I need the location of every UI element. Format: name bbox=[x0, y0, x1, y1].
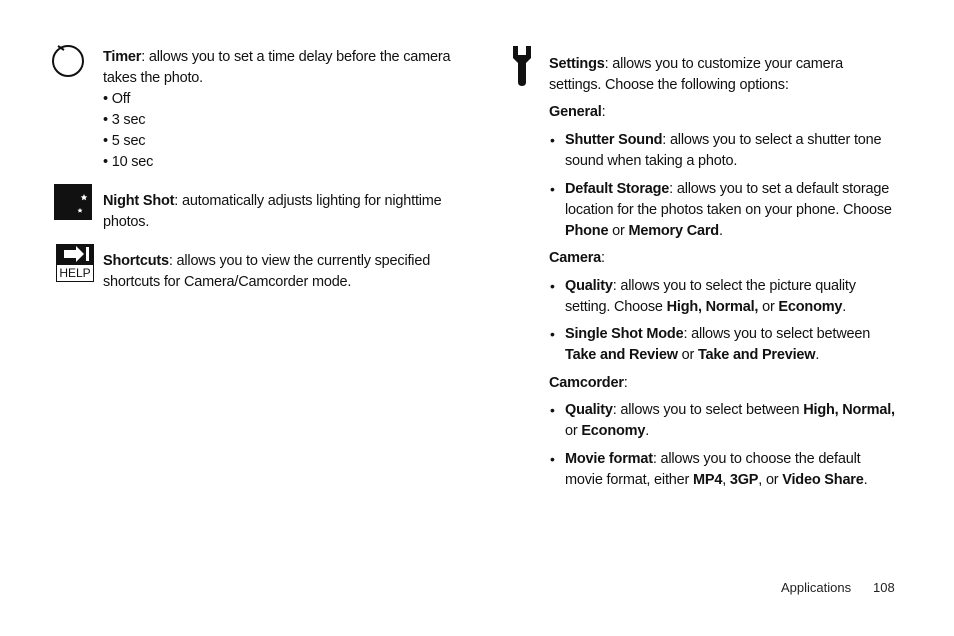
camera-quality-option-high-normal: High, Normal, bbox=[666, 299, 759, 315]
default-storage-item bbox=[565, 179, 895, 242]
single-shot-mode-desc: : allows you to select between bbox=[683, 326, 871, 342]
default-storage-option-memory-card: Memory Card bbox=[628, 223, 719, 239]
movie-format-option-video-share: Video Share bbox=[782, 472, 864, 488]
camcorder-quality-title: Quality bbox=[565, 402, 613, 418]
settings-title: Settings bbox=[549, 56, 605, 72]
camcorder-quality-or: or bbox=[565, 423, 582, 439]
shutter-sound-desc: : allows you to select a shutter tone sound when taking a photo. bbox=[565, 132, 882, 169]
general-heading-colon: : bbox=[601, 104, 606, 120]
bullet-camcorder-quality: • bbox=[550, 402, 555, 418]
timer-description bbox=[103, 47, 453, 89]
shutter-sound-title: Shutter Sound bbox=[565, 132, 663, 148]
bullet-movie-format: • bbox=[550, 451, 555, 467]
camcorder-quality-item bbox=[565, 400, 900, 442]
camcorder-quality-end: . bbox=[645, 423, 650, 439]
shortcut-arrow-icon bbox=[56, 244, 94, 264]
night-moon-icon bbox=[54, 184, 92, 220]
timer-option-5sec: • 5 sec bbox=[103, 133, 146, 149]
general-heading bbox=[549, 102, 605, 123]
movie-format-option-3gp: 3GP bbox=[729, 472, 759, 488]
bullet-shutter-sound: • bbox=[550, 132, 555, 148]
general-heading-label: General bbox=[549, 104, 602, 120]
bullet-camera-quality: • bbox=[550, 278, 555, 294]
shutter-sound-item bbox=[565, 130, 895, 172]
timer-icon bbox=[50, 42, 86, 78]
help-label: HELP bbox=[56, 264, 94, 282]
camcorder-heading-label: Camcorder bbox=[549, 375, 624, 391]
night-shot-title: Night Shot bbox=[103, 193, 175, 209]
camera-quality-desc: : allows you to select the picture quality setting. Choose bbox=[565, 278, 856, 315]
camcorder-heading bbox=[549, 373, 628, 394]
movie-format-option-mp4: MP4 bbox=[692, 472, 723, 488]
timer-option-off: • Off bbox=[103, 91, 131, 107]
help-shortcut-icon bbox=[56, 244, 94, 282]
single-shot-option-take-and-preview: Take and Preview bbox=[697, 347, 816, 363]
settings-desc: : allows you to customize your camera settings. Choose the following options: bbox=[549, 56, 844, 93]
shortcuts-desc: : allows you to view the currently specified shortcuts for Camera/Camcorder mode. bbox=[103, 253, 431, 290]
movie-format-item bbox=[565, 449, 900, 491]
default-storage-or: or bbox=[608, 223, 629, 239]
night-shot-desc: : automatically adjusts lighting for nighttime photos. bbox=[103, 193, 442, 230]
camcorder-quality-desc: : allows you to select between bbox=[612, 402, 804, 418]
timer-option-10sec: • 10 sec bbox=[103, 154, 154, 170]
single-shot-mode-item bbox=[565, 324, 895, 366]
night-shot-description bbox=[103, 191, 453, 233]
default-storage-title: Default Storage bbox=[565, 181, 670, 197]
single-shot-option-take-and-review: Take and Review bbox=[565, 347, 678, 363]
single-shot-end: . bbox=[815, 347, 820, 363]
bullet-default-storage: • bbox=[550, 181, 555, 197]
camera-quality-title: Quality bbox=[565, 278, 613, 294]
settings-description bbox=[549, 54, 899, 96]
single-shot-mode-title: Single Shot Mode bbox=[565, 326, 684, 342]
camera-heading bbox=[549, 248, 605, 269]
camcorder-quality-option-high-normal: High, Normal, bbox=[803, 402, 895, 418]
default-storage-desc: : allows you to set a default storage location for the photos taken on your phone. Choose bbox=[565, 181, 892, 218]
camcorder-quality-option-economy: Economy bbox=[581, 423, 646, 439]
camera-quality-item bbox=[565, 276, 895, 318]
movie-format-end: . bbox=[863, 472, 868, 488]
camera-quality-option-economy: Economy bbox=[778, 299, 843, 315]
footer-page-number: 108 bbox=[873, 580, 895, 595]
shortcuts-description bbox=[103, 251, 453, 293]
default-storage-end: . bbox=[718, 223, 723, 239]
timer-title: Timer bbox=[103, 49, 142, 65]
camera-quality-or: or bbox=[758, 299, 779, 315]
movie-format-sep1: , bbox=[722, 472, 730, 488]
camcorder-heading-colon: : bbox=[623, 375, 628, 391]
timer-option-3sec: • 3 sec bbox=[103, 112, 146, 128]
camera-quality-end: . bbox=[842, 299, 847, 315]
default-storage-option-phone: Phone bbox=[565, 223, 609, 239]
movie-format-desc: : allows you to choose the default movie format, either bbox=[565, 451, 861, 488]
timer-desc: : allows you to set a time delay before the camera takes the photo. bbox=[103, 49, 451, 86]
single-shot-or: or bbox=[677, 347, 698, 363]
wrench-icon bbox=[511, 44, 533, 88]
bullet-single-shot-mode: • bbox=[550, 326, 555, 342]
movie-format-title: Movie format bbox=[565, 451, 653, 467]
shortcuts-title: Shortcuts bbox=[103, 253, 169, 269]
camera-heading-colon: : bbox=[601, 250, 605, 266]
camera-heading-label: Camera bbox=[549, 250, 601, 266]
movie-format-sep2: , or bbox=[758, 472, 783, 488]
footer-section-name: Applications bbox=[781, 580, 852, 595]
